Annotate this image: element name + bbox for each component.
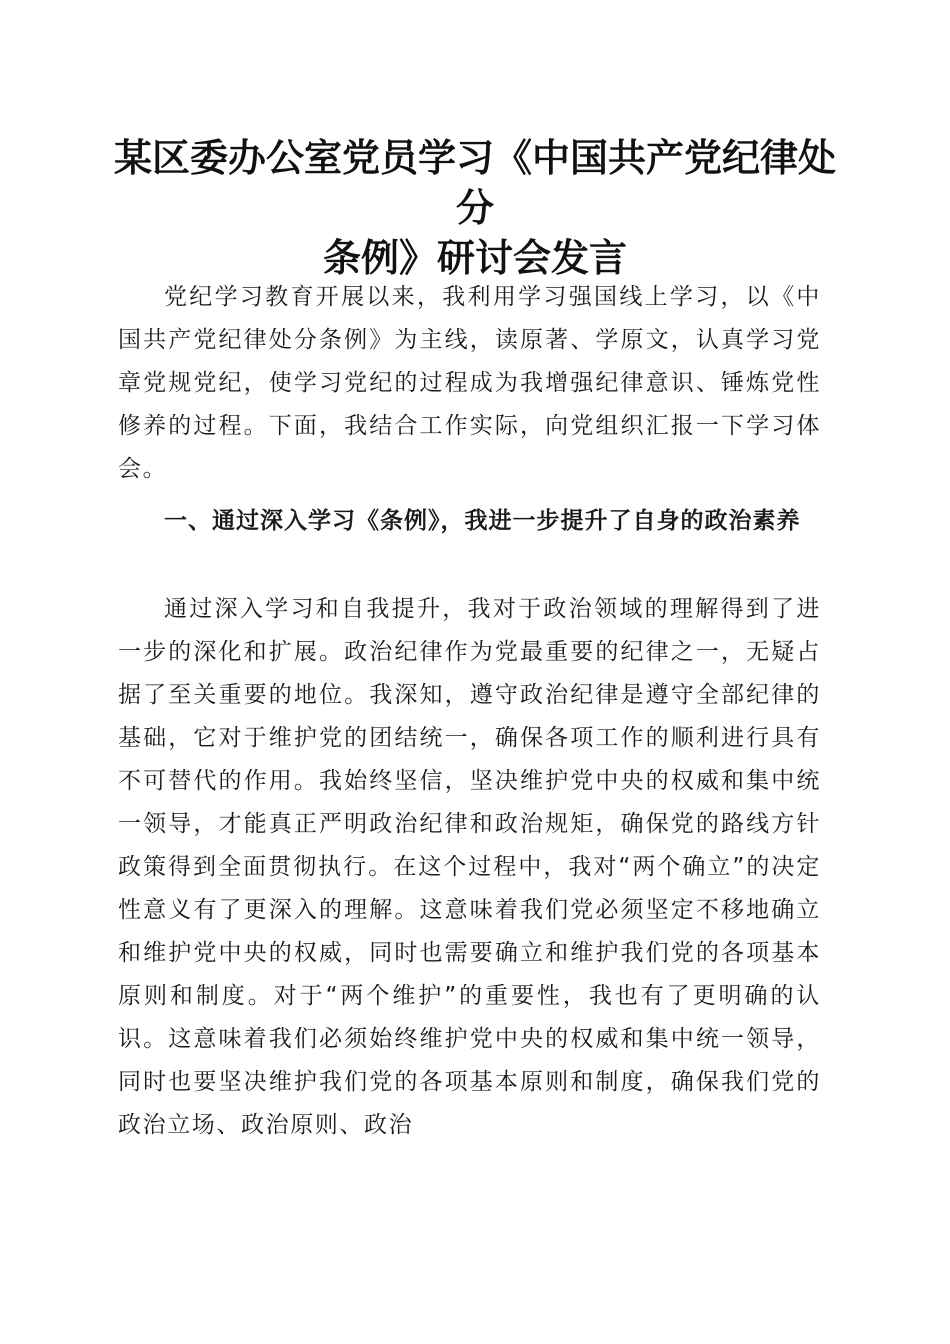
document-title — [110, 133, 840, 283]
section-1-paragraph: 通过深入学习和自我提升，我对于政治领域的理解得到了进一步的深化和扩展。政治纪律作为党最重要的纪律之一，无疑占据了至关重要的地位。我深知，遵守政治纪律是遵守全部纪律的基础，它对于维护党的团结统一，确保各项工作的顺利进行具有不可替代的作用。我始终坚信，坚决维护党中央的权威和集中统一领导，才能真正严明政治纪律和政治规矩，确保党的路线方针政策得到全面贯彻执行。在这个过程中，我对“两个确立”的决定性意义有了更深入的理解。这意味着我们党必须坚定不移地确立和维护党中央的权威，同时也需要确立和维护我们党的各项基本原则和制度。对于“两个维护”的重要性，我也有了更明确的认识。这意味着我们必须始终维护党中央的权威和集中统一领导，同时也要坚决维护我们党的各项基本原则和制度，确保我们党的政治立场、政治原则、政治 — [118, 596, 821, 1138]
title-line-1: 某区委办公室党员学习《中国共产党纪律处分 — [113, 135, 836, 230]
title-line-2: 条例》研讨会发言 — [322, 235, 627, 280]
intro-paragraph: 党纪学习教育开展以来，我利用学习强国线上学习，以《中国共产党纪律处分条例》为主线，读原著、学原文，认真学习党章党规党纪，使学习党纪的过程成为我增强纪律意识、锤炼党性修养的过程。下面，我结合工作实际，向党组织汇报一下学习体会。 — [118, 284, 821, 482]
section-1-heading: 一、通过深入学习《条例》，我进一步提升了自身的政治素养 — [164, 508, 801, 534]
